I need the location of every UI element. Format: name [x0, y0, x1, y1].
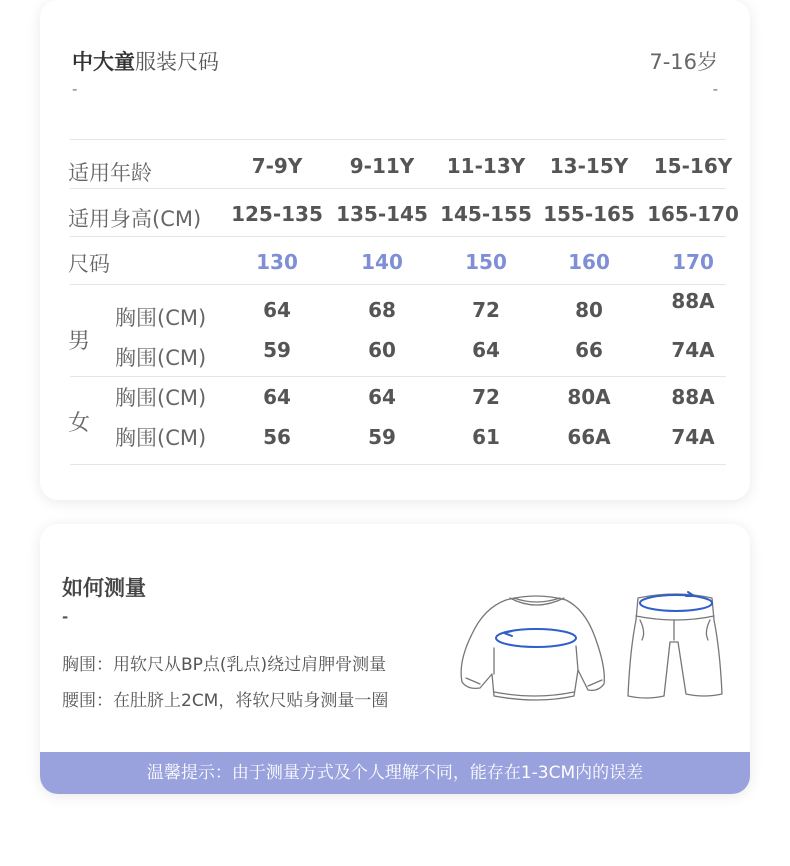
title-dash: - — [72, 80, 78, 98]
cell-age-3: 11-13Y — [446, 154, 526, 178]
cell-size-1: 130 — [256, 250, 298, 274]
female-row1-label: 胸围(CM) — [115, 386, 207, 410]
cell-female1-4: 80A — [567, 385, 611, 409]
divider — [70, 236, 726, 237]
male-row1-label: 胸围(CM) — [115, 306, 207, 330]
cell-size-3: 150 — [465, 250, 507, 274]
cell-age-1: 7-9Y — [251, 154, 303, 178]
cell-male2-4: 66 — [575, 338, 603, 362]
cell-height-4: 155-165 — [543, 202, 635, 226]
female-row2-label: 胸围(CM) — [115, 426, 207, 450]
cell-female2-4: 66A — [567, 425, 611, 449]
cell-age-2: 9-11Y — [349, 154, 415, 178]
waist-instruction: 腰围：在肚脐上2CM，将软尺贴身测量一圈 — [62, 691, 389, 711]
cell-female1-5: 88A — [671, 385, 715, 409]
measure-disclaimer-banner: 温馨提示：由于测量方式及个人理解不同，能存在1-3CM内的误差 — [40, 752, 750, 794]
cell-female1-1: 64 — [263, 385, 291, 409]
age-range: 7-16岁 — [649, 50, 718, 74]
chest-instruction: 胸围：用软尺从BP点(乳点)绕过肩胛骨测量 — [62, 655, 387, 675]
age-range-dash: - — [712, 80, 718, 98]
measure-guide-card — [40, 524, 750, 794]
cell-size-2: 140 — [361, 250, 403, 274]
cell-female2-3: 61 — [472, 425, 500, 449]
measure-title: 如何测量 — [62, 576, 146, 600]
cell-male2-5: 74A — [671, 338, 715, 362]
cell-size-4: 160 — [568, 250, 610, 274]
cell-height-3: 145-155 — [440, 202, 532, 226]
shorts-icon — [624, 590, 724, 706]
cell-male1-5: 88A — [671, 289, 715, 313]
cell-female1-2: 64 — [368, 385, 396, 409]
cell-age-5: 15-16Y — [653, 154, 733, 178]
cell-size-5: 170 — [672, 250, 714, 274]
gender-male: 男 — [68, 329, 91, 354]
cell-height-5: 165-170 — [647, 202, 739, 226]
row-label-height: 适用身高(CM) — [68, 207, 202, 231]
cell-height-1: 125-135 — [231, 202, 323, 226]
cell-male2-3: 64 — [472, 338, 500, 362]
cell-male1-2: 68 — [368, 298, 396, 322]
cell-female2-1: 56 — [263, 425, 291, 449]
row-label-age: 适用年龄 — [68, 161, 152, 185]
cell-height-2: 135-145 — [336, 202, 428, 226]
cell-male1-3: 72 — [472, 298, 500, 322]
cell-male1-1: 64 — [263, 298, 291, 322]
cell-age-4: 13-15Y — [549, 154, 629, 178]
cell-male1-4: 80 — [575, 298, 603, 322]
size-chart-title: 中大童服装尺码 — [72, 50, 219, 74]
cell-male2-2: 60 — [368, 338, 396, 362]
cell-female2-5: 74A — [671, 425, 715, 449]
divider — [70, 284, 726, 285]
row-label-size: 尺码 — [68, 252, 110, 276]
male-row2-label: 胸围(CM) — [115, 346, 207, 370]
divider — [70, 464, 726, 465]
cell-female2-2: 59 — [368, 425, 396, 449]
divider — [70, 188, 726, 189]
sweater-icon — [458, 588, 610, 706]
gender-female: 女 — [68, 411, 91, 436]
measure-title-dash: - — [62, 608, 69, 626]
cell-female1-3: 72 — [472, 385, 500, 409]
divider — [70, 376, 726, 377]
divider — [70, 139, 726, 140]
size-chart-card — [40, 0, 750, 500]
cell-male2-1: 59 — [263, 338, 291, 362]
